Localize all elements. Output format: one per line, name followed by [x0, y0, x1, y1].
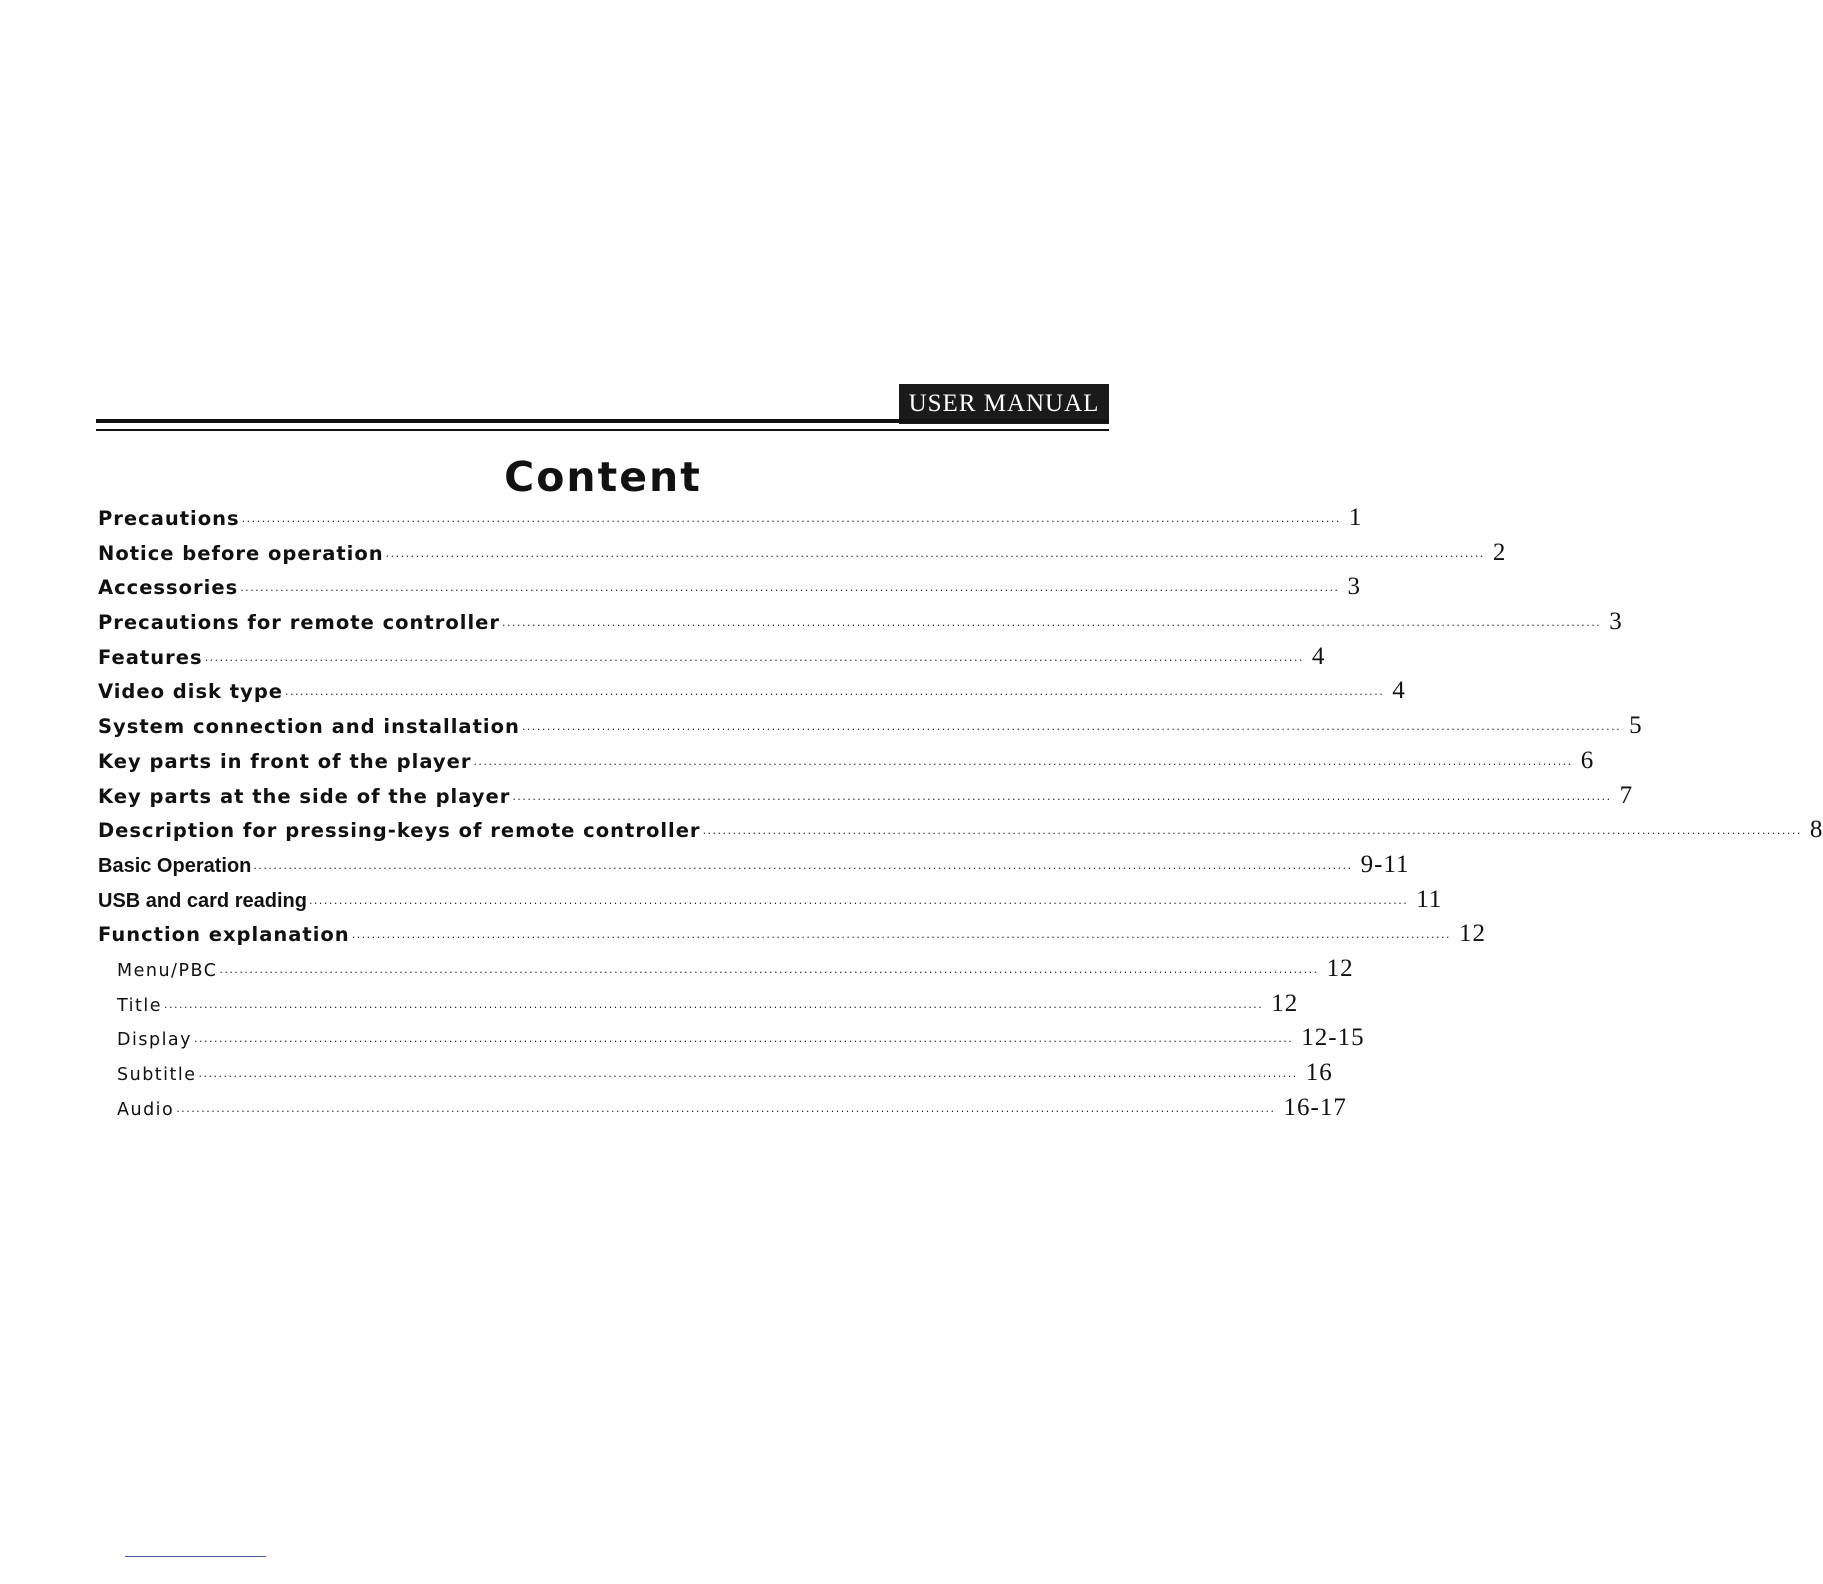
toc-entry-label: Video disk type: [98, 680, 284, 704]
toc-subentry-label: Display: [117, 1030, 193, 1051]
toc-entry-page: 4: [1392, 677, 1406, 705]
toc-entry-page: 3: [1609, 608, 1623, 636]
table-of-contents: [98, 504, 1823, 1128]
toc-subentry-label: Title: [117, 995, 163, 1016]
toc-entry[interactable]: [98, 642, 1326, 678]
toc-entry[interactable]: [98, 920, 1486, 955]
toc-entry-label: Basic Operation: [98, 854, 252, 877]
toc-dot-leader: ····························································································································································································································: [204, 653, 1304, 667]
toc-entry-page: 3: [1347, 573, 1361, 601]
toc-entry[interactable]: [98, 746, 1595, 782]
header-rule-thin: [96, 429, 1109, 431]
toc-entry-page: 4: [1311, 642, 1326, 670]
toc-entry-page: 9-11: [1360, 850, 1410, 878]
toc-dot-leader: ····························································································································································································································: [164, 1000, 1264, 1014]
toc-entry-page: 1: [1348, 504, 1363, 531]
toc-entry-label: Precautions for remote controller: [98, 611, 500, 635]
toc-entry[interactable]: [98, 712, 1643, 747]
toc-dot-leader: ····························································································································································································································: [521, 723, 1622, 737]
toc-entry-page: 6: [1580, 746, 1595, 774]
toc-entry[interactable]: [98, 850, 1410, 886]
toc-dot-leader: ····························································································································································································································: [473, 757, 1573, 771]
toc-entry[interactable]: [98, 816, 1823, 851]
toc-entry[interactable]: [98, 677, 1406, 712]
toc-subentry-label: Menu/PBC: [117, 960, 218, 981]
toc-dot-leader: ····························································································································································································································: [512, 792, 1612, 806]
toc-subentry[interactable]: [98, 1093, 1347, 1129]
toc-subentry-page: 16-17: [1283, 1093, 1347, 1121]
toc-entry-label: Key parts in front of the player: [98, 749, 472, 773]
toc-subentry[interactable]: [98, 954, 1354, 990]
toc-subentry[interactable]: [98, 1059, 1333, 1094]
toc-entry-label: System connection and installation: [98, 715, 520, 739]
toc-entry[interactable]: [98, 781, 1634, 817]
toc-subentry-page: 12: [1326, 954, 1354, 982]
toc-subentry-page: 16: [1305, 1059, 1333, 1086]
toc-subentry[interactable]: [98, 1024, 1365, 1059]
toc-dot-leader: ····························································································································································································································: [194, 1035, 1294, 1049]
toc-dot-leader: ····························································································································································································································: [351, 931, 1451, 945]
toc-dot-leader: ····························································································································································································································: [241, 515, 1341, 528]
toc-entry-label: Precautions: [98, 507, 240, 530]
toc-entry[interactable]: [98, 504, 1363, 539]
toc-entry-page: 11: [1416, 885, 1443, 913]
toc-entry-label: Description for pressing-keys of remote controller: [98, 819, 701, 843]
toc-entry[interactable]: [98, 573, 1361, 608]
toc-entry-page: 2: [1492, 538, 1507, 566]
footer-link-underline: [125, 1556, 266, 1557]
header-rule-thick: [96, 419, 1109, 423]
toc-entry[interactable]: [98, 885, 1443, 921]
toc-entry-page: 7: [1619, 781, 1634, 809]
toc-subentry-label: Audio: [117, 1099, 175, 1120]
toc-entry[interactable]: [98, 538, 1507, 574]
toc-entry-label: Notice before operation: [98, 541, 384, 565]
toc-dot-leader: ····························································································································································································································: [198, 1070, 1298, 1083]
toc-dot-leader: ····························································································································································································································: [253, 861, 1353, 875]
toc-subentry[interactable]: [98, 989, 1299, 1025]
toc-dot-leader: ····························································································································································································································: [385, 549, 1485, 563]
toc-entry-label: Function explanation: [98, 923, 350, 947]
toc-subentry-page: 12: [1271, 989, 1299, 1017]
toc-dot-leader: ····························································································································································································································: [501, 619, 1602, 633]
toc-entry[interactable]: [98, 608, 1623, 643]
toc-entry-page: 5: [1629, 712, 1643, 740]
toc-entry-label: Features: [98, 645, 203, 669]
toc-dot-leader: ····························································································································································································································: [240, 584, 1340, 598]
toc-dot-leader: ····························································································································································································································: [176, 1104, 1276, 1118]
toc-entry-page: 12: [1458, 920, 1486, 948]
toc-entry-page: 8: [1809, 816, 1823, 844]
toc-dot-leader: ····························································································································································································································: [308, 896, 1409, 910]
toc-subentry-label: Subtitle: [117, 1065, 197, 1085]
header-badge: USER MANUAL: [899, 384, 1109, 424]
toc-entry-label: USB and card reading: [98, 889, 307, 912]
toc-subentry-page: 12-15: [1301, 1024, 1365, 1052]
toc-entry-label: Accessories: [98, 576, 239, 600]
page-title: Content: [504, 453, 702, 501]
toc-entry-label: Key parts at the side of the player: [98, 784, 511, 808]
toc-dot-leader: ····························································································································································································································: [219, 965, 1319, 979]
toc-dot-leader: ····························································································································································································································: [285, 688, 1385, 702]
toc-dot-leader: ····························································································································································································································: [702, 827, 1802, 841]
